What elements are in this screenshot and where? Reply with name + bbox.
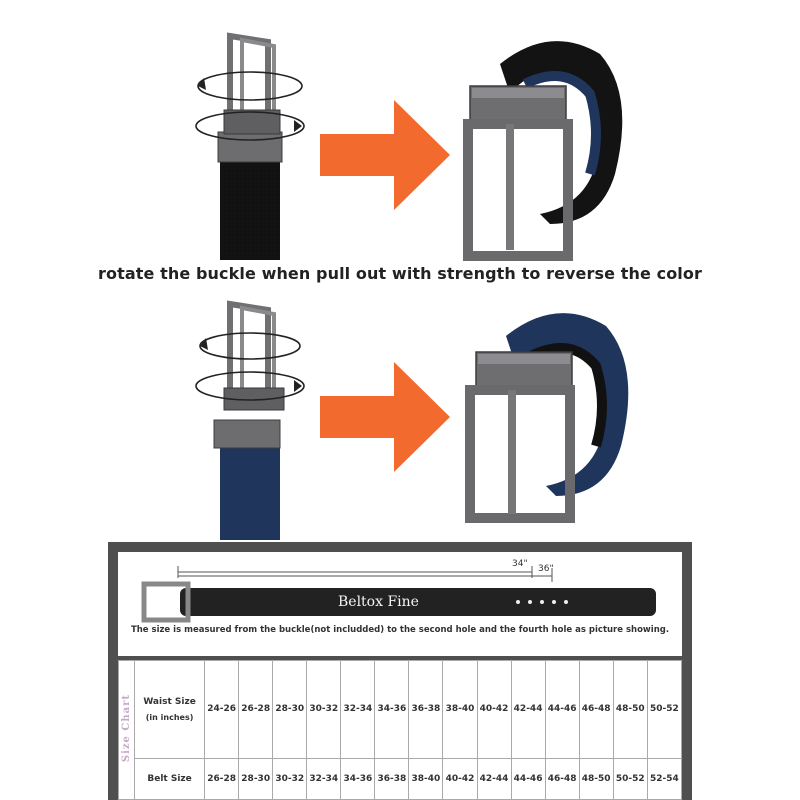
waist-size-cell: 28-30 (273, 661, 307, 759)
belt-size-cell: 26-28 (205, 758, 239, 799)
brand-name: Beltox Fine (338, 594, 419, 610)
rotating-buckle-blue-image (190, 296, 320, 540)
belt-size-cell: 28-30 (239, 758, 273, 799)
orange-arrow-icon-2 (320, 362, 450, 472)
waist-size-cell: 34-36 (375, 661, 409, 759)
waist-size-cell: 38-40 (443, 661, 477, 759)
size-table (118, 660, 682, 800)
belt-size-cell: 42-44 (477, 758, 511, 799)
waist-size-cell: 50-52 (647, 661, 681, 759)
reversible-belt-blue-image (446, 296, 646, 528)
belt-size-cell: 38-40 (409, 758, 443, 799)
belt-size-cell: 34-36 (341, 758, 375, 799)
waist-size-cell: 36-38 (409, 661, 443, 759)
orange-arrow-icon (320, 100, 450, 210)
waist-size-cell: 46-48 (579, 661, 613, 759)
belt-size-header: Belt Size (135, 758, 205, 799)
measure-label-34: 34" (512, 559, 528, 569)
measurement-note: The size is measured from the buckle(not includded) to the second hole and the fourth hole as picture showing. (130, 625, 670, 635)
rotating-buckle-black-image (190, 28, 320, 260)
belt-size-cell: 40-42 (443, 758, 477, 799)
waist-size-cell: 24-26 (205, 661, 239, 759)
waist-size-cell: 30-32 (307, 661, 341, 759)
instruction-caption: rotate the buckle when pull out with strength to reverse the color (98, 264, 702, 283)
waist-size-cell: 32-34 (341, 661, 375, 759)
belt-size-cell: 52-54 (647, 758, 681, 799)
waist-size-cell: 26-28 (239, 661, 273, 759)
belt-size-row (119, 758, 682, 799)
size-table-panel (118, 660, 682, 800)
waist-size-cell: 44-46 (545, 661, 579, 759)
waist-size-header: Waist Size (in inches) (135, 661, 205, 759)
reversible-belt-black-image (440, 24, 640, 264)
belt-size-cell: 48-50 (579, 758, 613, 799)
belt-size-cell: 50-52 (613, 758, 647, 799)
waist-size-cell: 40-42 (477, 661, 511, 759)
belt-size-cell: 46-48 (545, 758, 579, 799)
belt-size-cell: 36-38 (375, 758, 409, 799)
belt-measure-diagram (130, 558, 670, 624)
waist-size-cell: 42-44 (511, 661, 545, 759)
size-chart-side-label: Size Chart (119, 661, 135, 800)
waist-size-row (119, 661, 682, 759)
measure-label-36: 36" (538, 564, 554, 574)
belt-size-cell: 30-32 (273, 758, 307, 799)
belt-size-cell: 32-34 (307, 758, 341, 799)
waist-size-cell: 48-50 (613, 661, 647, 759)
belt-size-cell: 44-46 (511, 758, 545, 799)
